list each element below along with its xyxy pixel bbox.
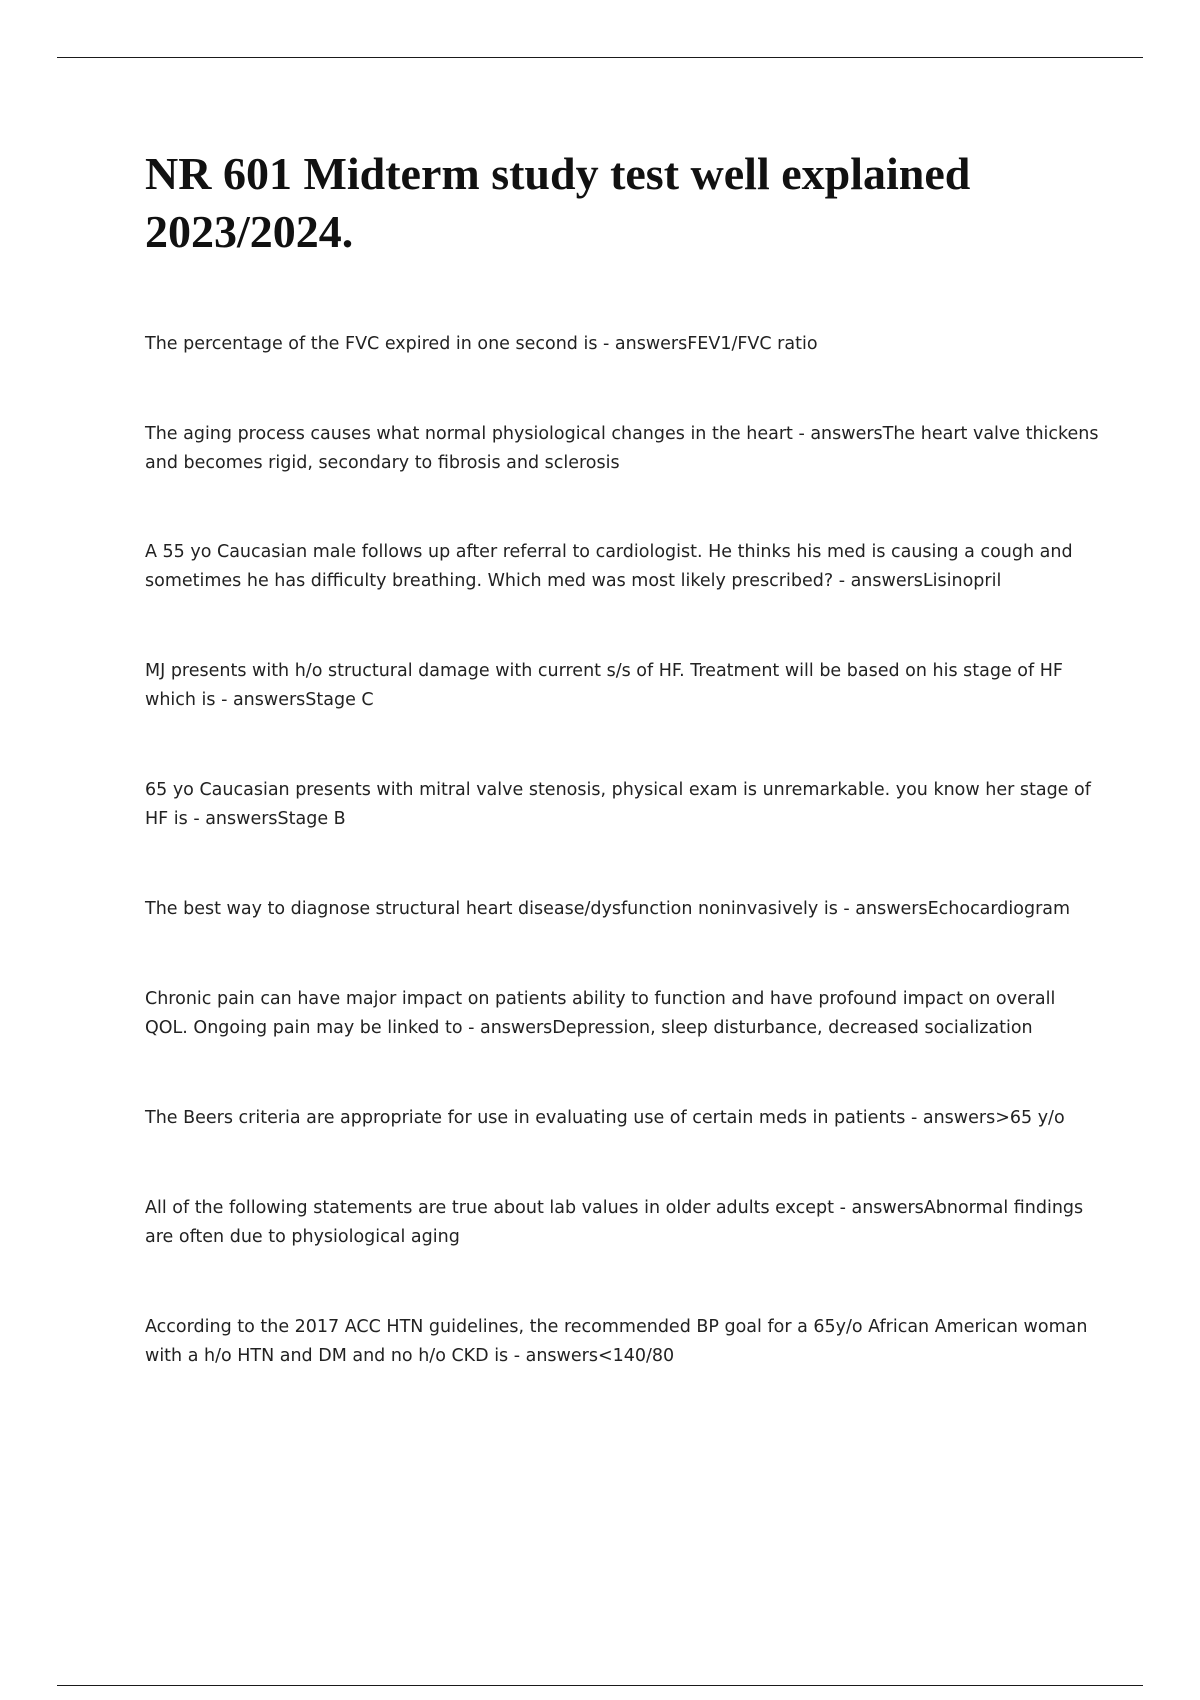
qa-item: A 55 yo Caucasian male follows up after referral to cardiologist. He thinks his med is causing a cough and sometimes he has difficulty breathing. Which med was most likely prescribed? - answersLisinopril: [145, 542, 1073, 591]
bottom-rule: [57, 1685, 1143, 1686]
qa-item: The aging process causes what normal physiological changes in the heart - answersThe heart valve thickens and becomes rigid, secondary to fibrosis and sclerosis: [145, 424, 1099, 473]
top-rule: [57, 57, 1143, 58]
qa-item: All of the following statements are true about lab values in older adults except - answersAbnormal findings are often due to physiological aging: [145, 1198, 1084, 1247]
qa-item: The best way to diagnose structural heart disease/dysfunction noninvasively is - answersEchocardiogram: [145, 899, 1071, 919]
qa-item: The percentage of the FVC expired in one second is - answersFEV1/FVC ratio: [145, 334, 818, 354]
qa-item: 65 yo Caucasian presents with mitral valve stenosis, physical exam is unremarkable. you know her stage of HF is - answersStage B: [145, 780, 1091, 829]
qa-list: [145, 330, 1100, 1371]
qa-item: Chronic pain can have major impact on patients ability to function and have profound impact on overall QOL. Ongoing pain may be linked to - answersDepression, sleep disturbance, decreased socialization: [145, 989, 1056, 1038]
qa-item: MJ presents with h/o structural damage with current s/s of HF. Treatment will be based on his stage of HF which is - answersStage C: [145, 661, 1063, 710]
document-title: NR 601 Midterm study test well explained 2023/2024.: [145, 148, 971, 257]
qa-item: The Beers criteria are appropriate for use in evaluating use of certain meds in patients - answers>65 y/o: [145, 1108, 1065, 1128]
qa-item: According to the 2017 ACC HTN guidelines, the recommended BP goal for a 65y/o African American woman with a h/o HTN and DM and no h/o CKD is - answers<140/80: [145, 1317, 1088, 1366]
